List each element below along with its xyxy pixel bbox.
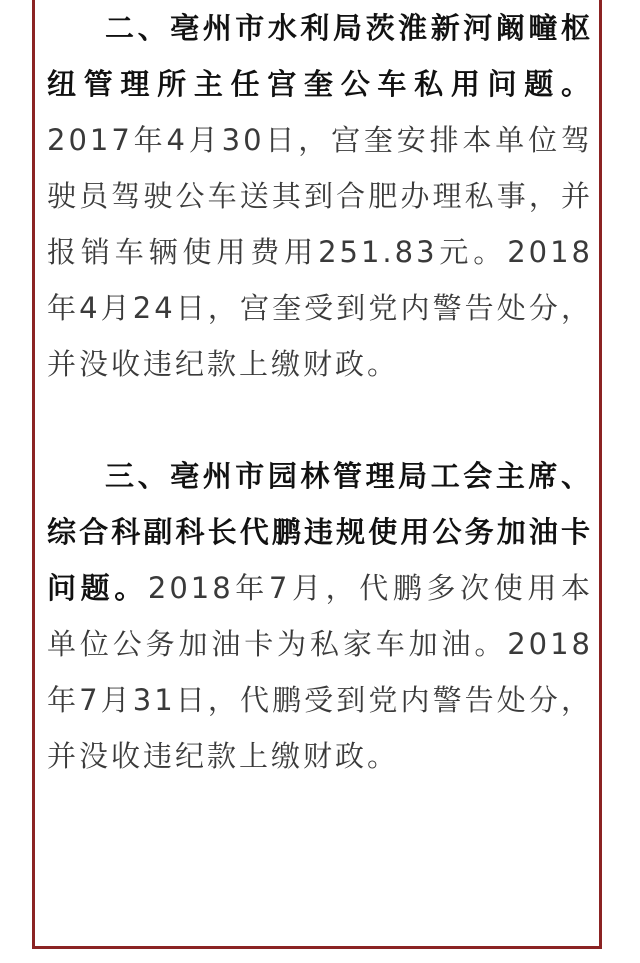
- paragraph-case-2: [47, 0, 593, 392]
- case-3-heading: 三、亳州市园林管理局工会主席、综合科副科长代鹏违规使用公务加油卡问题。: [47, 459, 593, 605]
- case-2-heading: 二、亳州市水利局茨淮新河阚疃枢纽管理所主任宫奎公车私用问题。: [47, 11, 593, 101]
- paragraph-case-3: [47, 448, 593, 784]
- case-3-body: 2018年7月，代鹏多次使用本单位公务加油卡为私家车加油。2018年7月31日，代鹏受到党内警告处分，并没收违纪款上缴财政。: [47, 571, 593, 773]
- article-content: [47, 0, 593, 784]
- case-2-body: 2017年4月30日，宫奎安排本单位驾驶员驾驶公车送其到合肥办理私事，并报销车辆使用费用251.83元。2018年4月24日，宫奎受到党内警告处分，并没收违纪款上缴财政。: [47, 123, 593, 381]
